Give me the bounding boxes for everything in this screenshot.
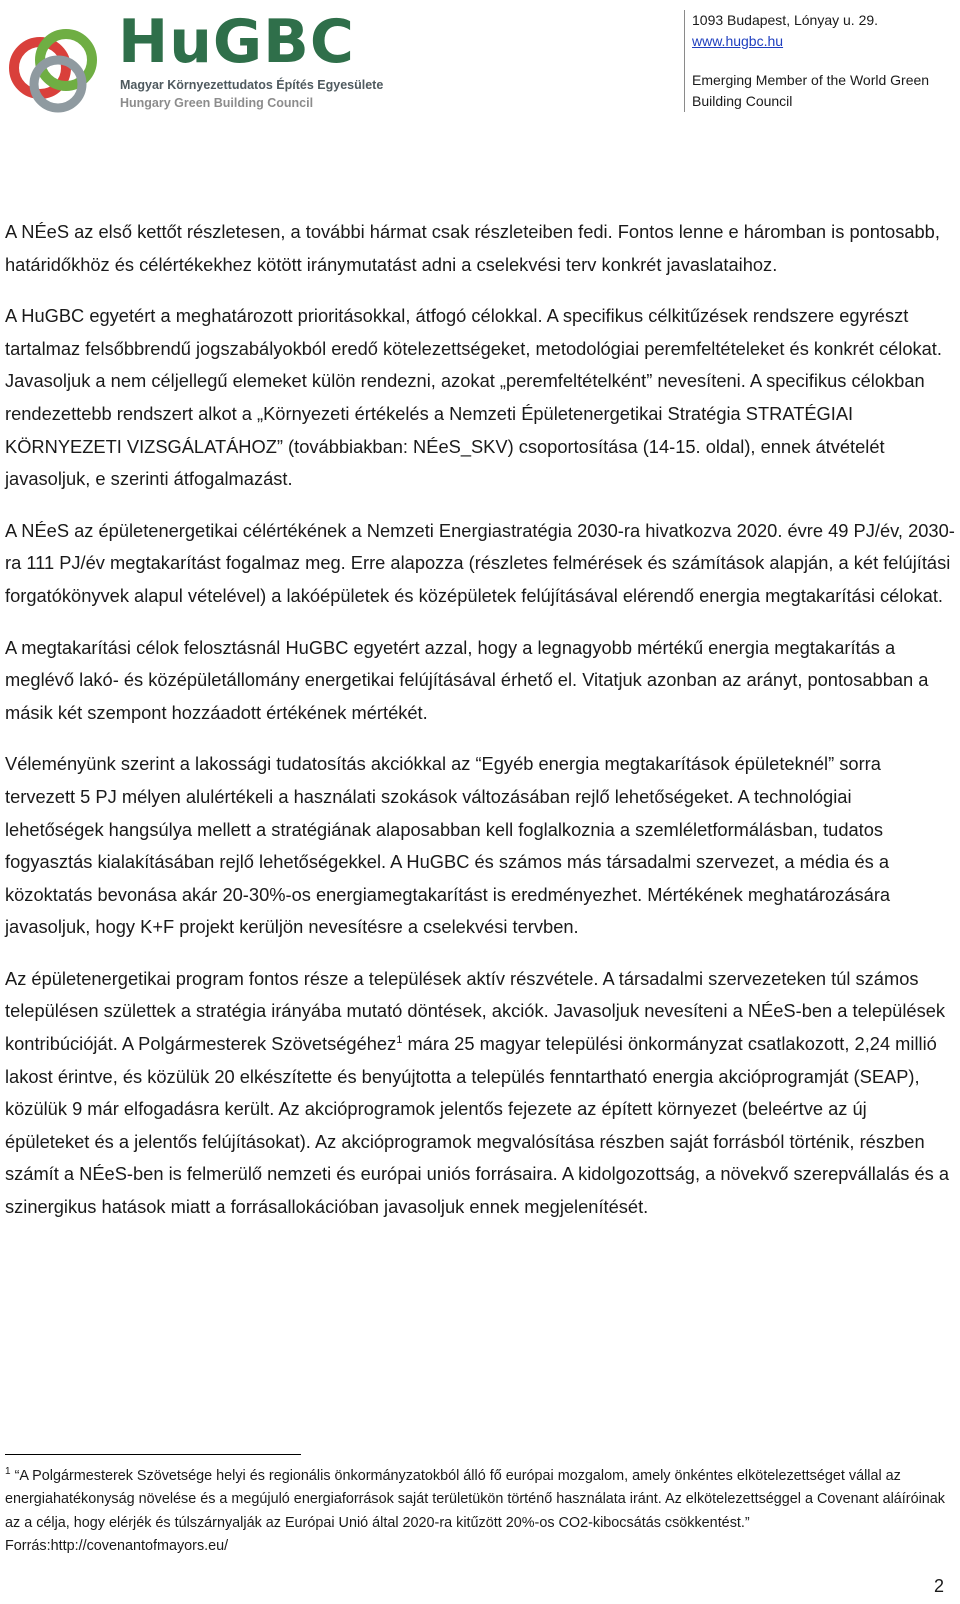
membership-line-2: Building Council [692, 93, 793, 109]
page-number: 2 [933, 1576, 944, 1596]
logo-wordmark: HuGBC [118, 7, 355, 77]
footnote-marker: 1 [5, 1466, 11, 1478]
paragraph-6-text-a: Az épületenergetikai program fontos része a települések aktív részvétele. A társadalmi szervezeteken túl számos településen születtek a stratégia irányába mutató döntések, akciók. Javasoljuk nevesíteni a NÉeS-ben a települések kontribúcióját. A Polgármesterek Szövetségéhez [5, 967, 946, 1055]
letterhead [0, 0, 960, 130]
logo-subtitle-hungarian: Magyar Környezettudatos Építés Egyesülete [120, 78, 384, 92]
paragraph-1: A NÉeS az első kettőt részletesen, a további hármat csak részleteiben fedi. Fontos lenne e háromban is pontosabb, határidőkhöz és célértékekhez kötött iránymutatást adni a cselekvési terv konkrét javaslataihoz. [5, 221, 940, 275]
paragraph-2: A HuGBC egyetért a meghatározott prioritásokkal, átfogó célokkal. A specifikus célkitűzések rendszere egyrészt tartalmaz felsőbbrendű jogszabályokból eredő kötelezettségeket, metodológiai peremfeltételeket és konkrét célokat. Javasoljuk a nem céljellegű elemeket külön rendezni, azokat „peremfeltételként” nevesíteni. A specifikus célokban rendezettebb rendszert alkot a „Környezeti értékelés a Nemzeti Épületenergetikai Stratégia STRATÉGIAI KÖRNYEZETI VIZSGÁLATÁHOZ” (továbbiakban: NÉeS_SKV) csoportosítása (14-15. oldal), ennek átvételét javasoljuk, e szerinti átfogalmazást. [5, 305, 942, 490]
paragraph-6-text-b: mára 25 magyar települési önkormányzat csatlakozott, 2,24 millió lakost érintve, és közülük 20 elkészítette és benyújtotta a település fenntartható energia akcióprogramját (SEAP), közülük 9 már elfogadásra került. Az akcióprogramok jelentős fejezete az épített környezet (beleértve az új épületeket és a jelentős felújításokat). Az akcióprogramok megvalósítása részben saját forrásból történik, részben számít a NÉeS-ben is felmerülő nemzeti és európai uniós forrásaira. A kidolgozottság, a növekvő szerepvállalás és a szinergikus hatások miatt a forrásallokációban javasoljuk ennek megjelenítését. [5, 1033, 950, 1218]
footnote-text: “A Polgármesterek Szövetsége helyi és regionális önkormányzatokból álló fő európai mozgalom, amely önkéntes elkötelezettséget vállal az energiahatékonyság növelése és a megújuló energiaforrások saját területükön történő használata iránt. Az elkötelezettséggel a Covenant aláíróinak az a célja, hogy elérjék és túlszárnyalják az Európai Unió által 2020-ra kitűzött 20%-os CO2-kibocsátás csökkentést.” Forrás:http://covenantofmayors.eu/ [5, 1468, 945, 1555]
address: 1093 Budapest, Lónyay u. 29. [692, 12, 879, 28]
paragraph-5: Véleményünk szerint a lakossági tudatosítás akciókkal az “Egyéb energia megtakarítások épületeknél” sorra tervezett 5 PJ mélyen alulértékeli a használati szokások változásában rejlő lehetőségeket. A technológiai lehetőségek hangsúlya mellett a stratégiának alaposabban kell foglalkoznia a szemléletformálásban, tudatos fogyasztás kialakításában rejlő lehetőségekkel. A HuGBC és számos más társadalmi szervezet, a média és a közoktatás bevonása akár 20-30%-os energiamegtakarítást is eredményezhet. Mértékének meghatározására javasoljuk, hogy K+F projekt kerüljön nevesítésre a cselekvési tervben. [5, 753, 891, 938]
hugbc-logo-icon [4, 22, 104, 114]
contact-block [684, 10, 960, 112]
paragraph-3: A NÉeS az épületenergetikai célértékének a Nemzeti Energiastratégia 2030-ra hivatkozva 2020. évre 49 PJ/év, 2030-ra 111 PJ/év megtakarítást fogalmaz meg. Erre alapozza (részletes felmérések és számítások alapján, a két felújítási forgatókönyvek alapul vételével) a lakóépületek és középületek felújításával elérendő energia megtakarítási célokat. [5, 519, 955, 606]
logo-subtitle-english: Hungary Green Building Council [120, 96, 314, 110]
footnote [5, 1465, 950, 1559]
paragraph-6 [5, 963, 955, 1224]
footnote-reference[interactable]: 1 [396, 1033, 403, 1046]
document-body [5, 216, 955, 1243]
paragraph-4: A megtakarítási célok felosztásnál HuGBC egyetért azzal, hogy a legnagyobb mértékű energia megtakarítás a meglévő lakó- és középületállomány energetikai felújításával érhető el. Vitatjuk azonban az arányt, pontosabban a másik két szempont hozzáadott értékének mértékét. [5, 636, 929, 723]
footnote-separator [5, 1454, 301, 1455]
website-link[interactable]: www.hugbc.hu [692, 33, 784, 49]
membership-line-1: Emerging Member of the World Green [692, 72, 930, 88]
